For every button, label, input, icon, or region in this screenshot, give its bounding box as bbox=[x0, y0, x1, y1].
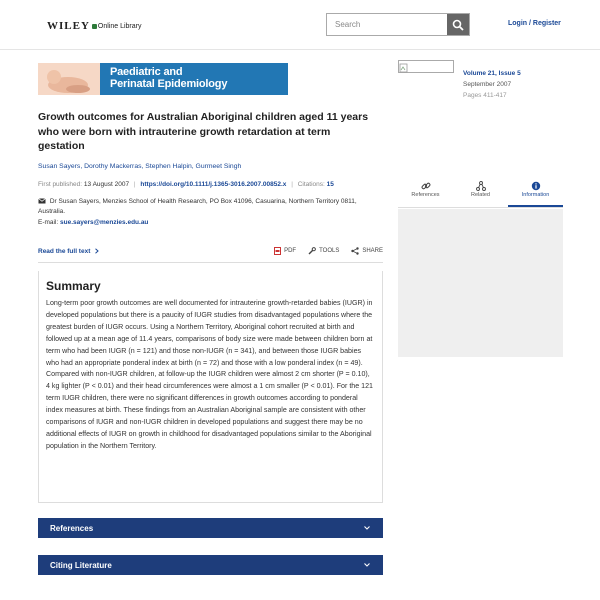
logo-product-wrap bbox=[92, 23, 142, 30]
login-register-link[interactable]: Login / Register bbox=[508, 20, 561, 27]
side-tab-panel bbox=[398, 209, 563, 357]
citations-label: Citations: bbox=[297, 181, 325, 188]
side-tabs bbox=[398, 177, 563, 208]
summary-paragraph-1: Long-term poor growth outcomes are well documented for intrauterine growth-retarded babies (IUGR) in developed populations but there is a paucity of IUGR studies from disadvantaged populations where the greatest burden of IUGR occurs. Using a Northern Territory, Aboriginal cohort recruited at birth and followed up at a mean age of 11.4 years, comparisons of body size were made between children born at term who had been IUGR (n = 121) and those non-IUGR (n = 341), and between those IUGR babies who had an appropriate ponderal index at birth (n = 72) and those with a low ponderal index (n = 49). bbox=[46, 299, 373, 367]
share-label: SHARE bbox=[362, 248, 383, 254]
issue-info bbox=[463, 68, 521, 101]
summary-section bbox=[38, 271, 383, 503]
chevron-down-icon bbox=[363, 561, 371, 569]
tab-related-label: Related bbox=[471, 192, 490, 198]
summary-paragraph-2: Compared with non-IUGR children, at follow-up the IUGR children were almost 2 cm shorter (P = 0.10), 4 kg lighter (P < 0.01) and their head circumferences were almost a 1 cm smaller (P < 0.01). For the 121 term IUGR children, there were no significant differences in growth outcomes according to ponderal index measures at birth. These findings from an Australian Aboriginal sample are consistent with other comparisons of IUGR and non-IUGR children in developed populations and suggest there may be no additional effects of IUGR on growth in childhood for disadvantaged populations similar to the Aboriginal population in the Northern Territory. bbox=[46, 370, 373, 450]
journal-name-line1: Paediatric and bbox=[110, 66, 183, 78]
email-link[interactable]: sue.sayers@menzies.edu.au bbox=[60, 219, 149, 226]
email-line bbox=[38, 219, 148, 226]
publication-meta bbox=[38, 181, 334, 188]
network-icon bbox=[476, 181, 486, 191]
chevron-down-icon bbox=[363, 524, 371, 532]
logo-product: Online Library bbox=[97, 23, 142, 30]
tab-references[interactable] bbox=[398, 177, 453, 207]
meta-separator: | bbox=[291, 181, 293, 188]
article-toolbar bbox=[38, 243, 383, 263]
tools-button[interactable] bbox=[308, 247, 339, 255]
first-published-date: 13 August 2007 bbox=[83, 181, 130, 188]
tab-information-label: Information bbox=[521, 192, 550, 198]
search-box bbox=[326, 13, 470, 36]
references-heading: References bbox=[50, 523, 94, 533]
meta-separator: | bbox=[133, 181, 136, 188]
read-full-text-link[interactable] bbox=[38, 248, 100, 255]
tool-buttons bbox=[274, 247, 383, 255]
journal-name-line2: Perinatal Epidemiology bbox=[110, 78, 228, 90]
summary-heading: Summary bbox=[46, 279, 101, 293]
tools-label: TOOLS bbox=[319, 248, 340, 254]
citing-literature-accordion[interactable] bbox=[38, 555, 383, 575]
first-published-label: First published: bbox=[38, 181, 83, 188]
references-accordion[interactable] bbox=[38, 518, 383, 538]
pdf-icon bbox=[274, 247, 281, 255]
search-input[interactable] bbox=[327, 14, 447, 35]
tab-information[interactable] bbox=[508, 177, 563, 207]
correspondence-text: Dr Susan Sayers, Menzies School of Health Research, PO Box 41096, Casuarina, Northern Territory 0811, Australia. bbox=[38, 198, 357, 215]
doi-link[interactable]: https://doi.org/10.1111/j.1365-3016.2007.00852.x bbox=[140, 181, 287, 188]
pdf-label: PDF bbox=[284, 248, 297, 254]
citing-literature-heading: Citing Literature bbox=[50, 560, 112, 570]
share-icon bbox=[351, 247, 359, 255]
tab-related[interactable] bbox=[453, 177, 508, 207]
search-icon bbox=[452, 19, 464, 31]
journal-name bbox=[110, 66, 227, 90]
envelope-icon bbox=[38, 198, 46, 204]
share-button[interactable] bbox=[351, 247, 383, 255]
read-full-text-label: Read the full text bbox=[38, 248, 91, 255]
email-label: E-mail: bbox=[38, 219, 59, 226]
correspondence bbox=[38, 197, 383, 217]
pdf-button[interactable] bbox=[274, 247, 296, 255]
site-header bbox=[0, 0, 600, 50]
baby-photo bbox=[38, 63, 100, 95]
citations-count[interactable]: 15 bbox=[326, 181, 334, 188]
wiley-logo[interactable] bbox=[47, 20, 141, 32]
tab-references-label: References bbox=[411, 192, 440, 198]
issue-date: September 2007 bbox=[463, 81, 512, 88]
info-icon bbox=[531, 181, 541, 191]
search-button[interactable] bbox=[447, 14, 469, 35]
logo-brand: WILEY bbox=[47, 20, 90, 32]
author-list[interactable]: Susan Sayers, Dorothy Mackerras, Stephen Halpin, Gurmeet Singh bbox=[38, 163, 242, 170]
logo-dot-icon bbox=[92, 24, 97, 29]
link-icon bbox=[421, 181, 431, 191]
chevron-right-icon bbox=[94, 248, 100, 254]
article-title: Growth outcomes for Australian Aboriginal children aged 11 years who were born with intrauterine growth retardation at term gestation bbox=[38, 111, 369, 152]
volume-issue-link[interactable]: Volume 21, Issue 5 bbox=[463, 70, 521, 77]
journal-banner[interactable] bbox=[38, 63, 288, 95]
broken-image-icon bbox=[399, 63, 453, 74]
journal-cover-image[interactable] bbox=[398, 60, 454, 73]
wrench-icon bbox=[308, 247, 316, 255]
issue-pages: Pages 411-417 bbox=[463, 92, 507, 99]
